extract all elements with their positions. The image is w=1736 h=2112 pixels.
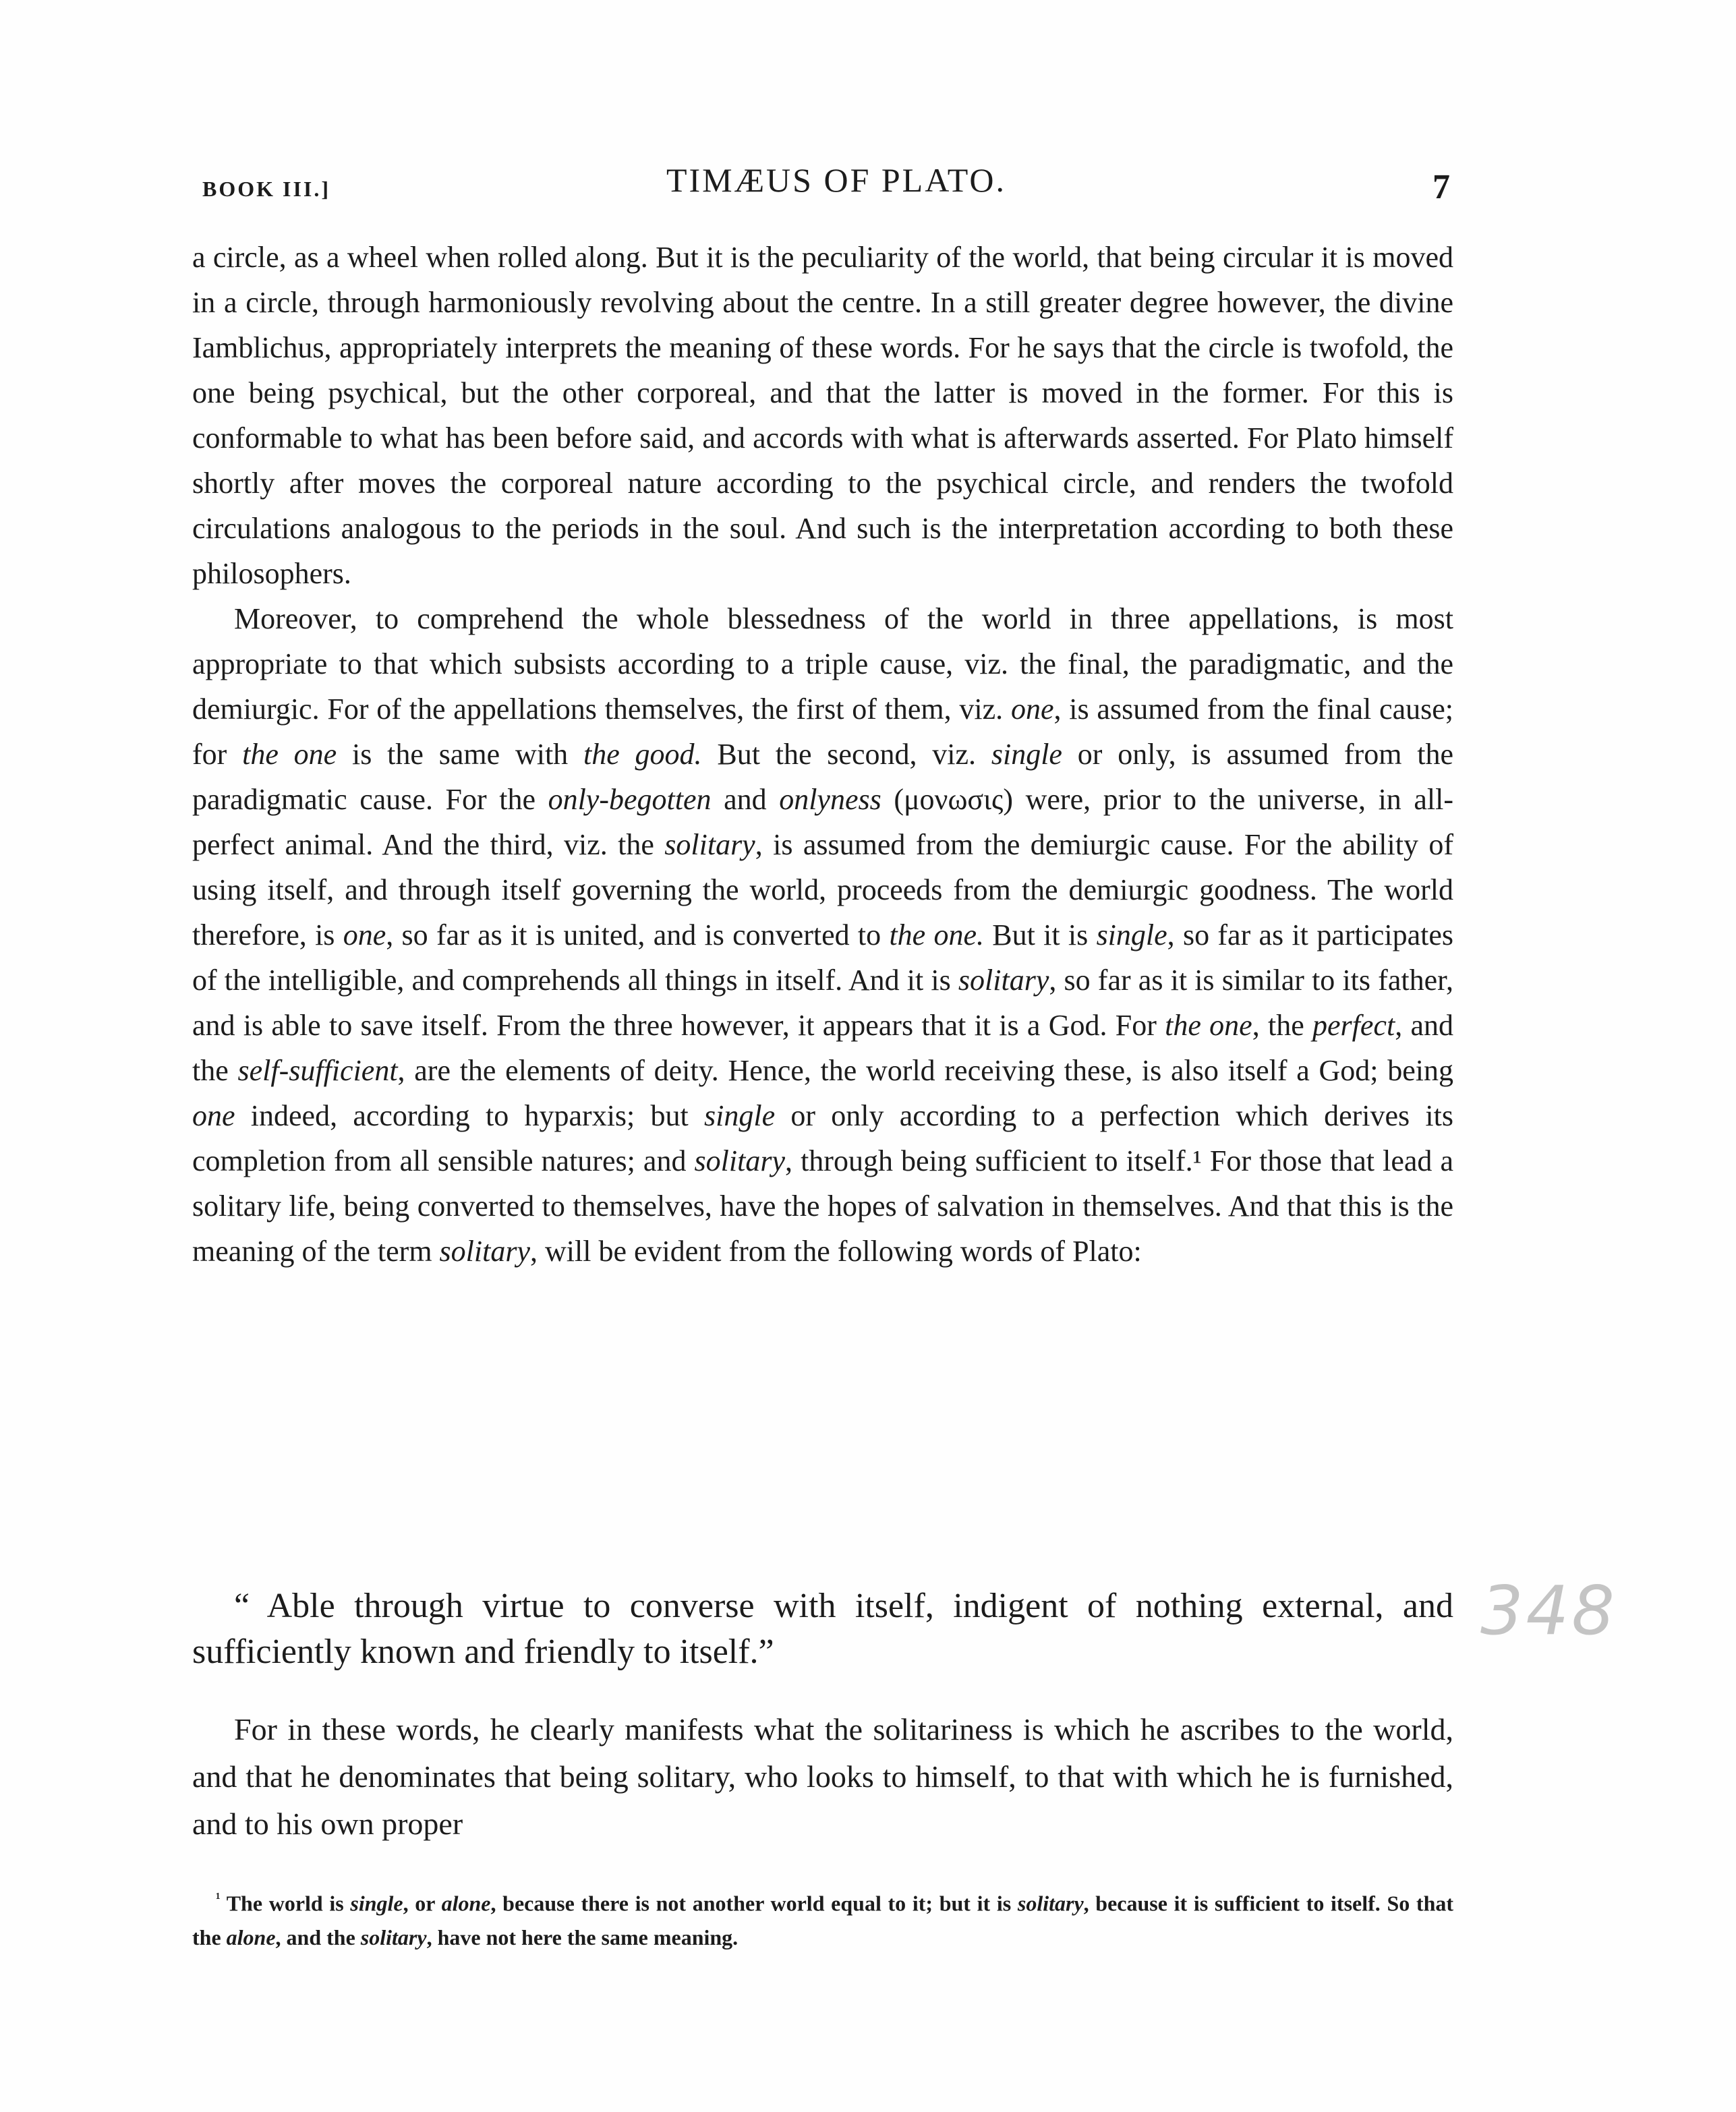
text-run: , the xyxy=(1252,1009,1313,1042)
italic-text: solitary xyxy=(1017,1891,1084,1916)
text-run: , and the xyxy=(192,1009,1453,1087)
italic-text: the one xyxy=(242,738,337,771)
italic-text: only-begotten xyxy=(548,783,712,816)
text-run: , through being sufficient to itself.¹ For those that lead a solitary life, being converted to themselves, have the hopes of salvation in themselves. And that this is the meaning of the term xyxy=(192,1144,1453,1268)
italic-text: alone xyxy=(441,1891,491,1916)
italic-text: single xyxy=(1096,918,1167,951)
text-run: (μονωσις) were, prior to the universe, in all-perfect animal. And the third, viz. the xyxy=(192,783,1454,861)
italic-text: the one xyxy=(1165,1009,1252,1042)
italic-text: one xyxy=(192,1099,235,1132)
text-run: or only, is assumed from the paradigmatic cause. For the xyxy=(192,738,1453,816)
text-run: , so far as it is similar to its father, and is able to save itself. From the three however, it appears that it is a God. For xyxy=(192,964,1454,1042)
text-run: indeed, according to hyparxis; but xyxy=(235,1099,705,1132)
footnote-text xyxy=(192,1891,1453,1949)
text-run: a circle, as a wheel when rolled along. But it is the peculiarity of the world, that being circular it is moved in a circle, through harmoniously revolving about the centre. In a still greater degree however, the divine Iamblichus, appropriately interprets the meaning of these words. For he says that the circle is twofold, the one being psychical, but the other corporeal, and that the latter is moved in the former. For this is conformable to what has been before said, and accords with what is afterwards asserted. For Plato himself shortly after moves the corporeal nature according to the psychical circle, and renders the twofold circulations analogous to the periods in the soul. And such is the interpretation according to both these philosophers. xyxy=(192,241,1453,590)
text-run: , because it is sufficient to itself. So that the xyxy=(192,1891,1454,1949)
text-run: is the same with xyxy=(337,738,583,771)
italic-text: solitary xyxy=(439,1235,530,1268)
paragraph-3: For in these words, he clearly manifests what the solitariness is which he ascribes to the world, and that he denominates that being solitary, who looks to himself, to that with which he is furnished, and to his own proper xyxy=(192,1712,1453,1841)
italic-text: one xyxy=(343,918,386,951)
italic-text: alone xyxy=(226,1925,276,1949)
italic-text: one xyxy=(1010,693,1054,726)
italic-text: single xyxy=(704,1099,776,1132)
text-run: , are the elements of deity. Hence, the world receiving these, is also itself a God; being xyxy=(397,1054,1453,1087)
italic-text: the one. xyxy=(889,918,985,951)
page-number: 7 xyxy=(1433,168,1450,206)
block-quote: “ Able through virtue to converse with itself, indigent of nothing external, and sufficiently known and friendly to itself.” xyxy=(192,1587,1453,1671)
italic-text: self-sufficient xyxy=(237,1054,398,1087)
text-run: , and the xyxy=(275,1925,361,1949)
italic-text: onlyness xyxy=(779,783,881,816)
text-run: , so far as it participates of the intelligible, and comprehends all things in itself. And it is xyxy=(192,918,1453,997)
margin-stamp: 348 xyxy=(1480,1571,1617,1650)
italic-text: single xyxy=(350,1891,403,1916)
main-text xyxy=(192,235,1453,1274)
text-run: Moreover, to comprehend the whole blessedness of the world in three appellations, is most appropriate to that which subsists according to a triple cause, viz. the final, the paradigmatic, and the demiurgic. For of the appellations themselves, the first of them, viz. xyxy=(192,602,1453,726)
italic-text: solitary xyxy=(958,964,1049,997)
book-label: BOOK III.] xyxy=(202,177,331,201)
text-run: , so far as it is united, and is converted to xyxy=(386,918,890,951)
paragraph-2 xyxy=(192,596,1453,1274)
running-header xyxy=(202,160,1470,208)
text-run: and xyxy=(711,783,780,816)
text-run: But it is xyxy=(984,918,1097,951)
paragraph-1 xyxy=(192,235,1453,596)
text-run: , is assumed from the demiurgic cause. For the ability of using itself, and through itself governing the world, proceeds from the demiurgic goodness. The world therefore, is xyxy=(192,828,1453,951)
text-run: , because there is not another world equal to it; but it is xyxy=(490,1891,1018,1916)
text-run: or only according to a perfection which derives its completion from all sensible natures; and xyxy=(192,1099,1454,1177)
text-run: The world is xyxy=(220,1891,351,1916)
text-run: , is assumed from the final cause; for xyxy=(192,693,1453,771)
italic-text: solitary xyxy=(664,828,755,861)
italic-text: solitary xyxy=(360,1925,427,1949)
italic-text: single xyxy=(991,738,1062,771)
text-run: , have not here the same meaning. xyxy=(426,1925,739,1949)
text-run: But the second, viz. xyxy=(701,738,991,771)
footnote xyxy=(192,1881,1453,1954)
footnote-mark: ¹ xyxy=(216,1889,221,1906)
italic-text: solitary xyxy=(694,1144,785,1177)
italic-text: the good. xyxy=(583,738,702,771)
text-run: , will be evident from the following words of Plato: xyxy=(530,1235,1142,1268)
page-title: TIMÆUS OF PLATO. xyxy=(666,161,1007,199)
text-run: , or xyxy=(403,1891,442,1916)
italic-text: perfect xyxy=(1312,1009,1395,1042)
